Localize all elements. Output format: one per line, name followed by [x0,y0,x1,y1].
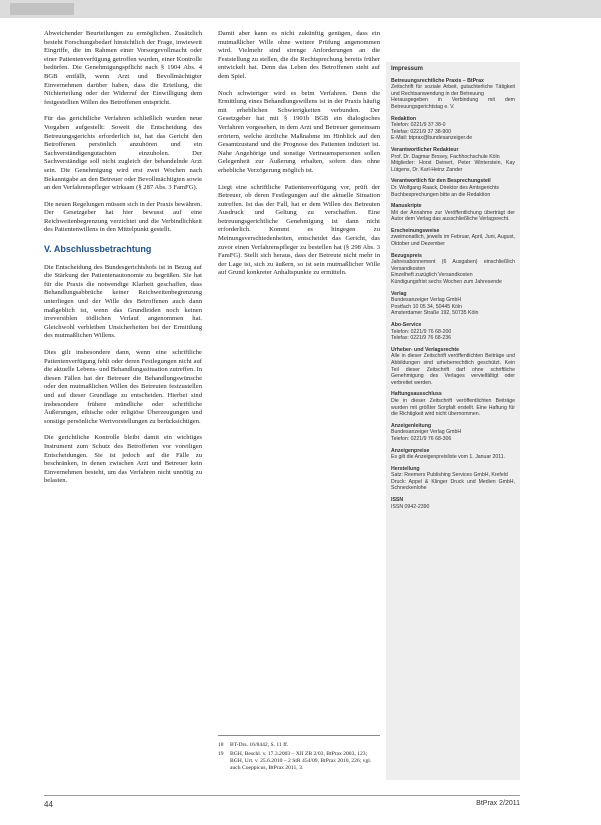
body-paragraph: Für das gerichtliche Verfahren schließlich wurden neue Vorgaben aufgestellt: Soweit die Entscheidung des Betreuungsgerichts erforderlich ist, hat das Gericht den Betroffenen persönlich anzuhören und ein Sachverständigengutachten einzuholen. Der Sachverständige soll nicht zugleich der behandelnde Arzt sein. Die Genehmigung wird erst zwei Wochen nach Bekanntgabe an den Betreuer oder Bevollmächtigten sowie an den Verfahrenspfleger wirksam (§ 287 Abs. 3 FamFG). [44,115,202,192]
footnote-text: BT-Drs. 16/8442, S. 11 ff. [230,742,289,748]
body-paragraph: Die gerichtliche Kontrolle bleibt damit ein wichtiges Instrument zum Schutz des Betroffenen vor voreiligen Entscheidungen. Sie ist jedoch auf die Fälle zu beschränken, in denen zwischen Arzt und Betreuer kein Einvernehmen besteht, um das Verfahren nicht unnötig zu belasten. [44,434,202,485]
footnote-number: 18 [218,742,224,748]
imprint-group [391,291,515,317]
imprint-line: Prof. Dr. Dagmar Brosey, Fachhochschule Köln [391,153,500,160]
imprint-line: zweimonatlich, jeweils im Februar, April, Juni, August, Oktober und Dezember [391,234,515,248]
imprint-line: Druck: Appel & Klinger Druck und Medien GmbH, Schneckenlohe [391,478,515,492]
imprint-heading: Abo-Service [391,322,422,328]
imprint-heading: Herstellung [391,465,420,472]
imprint-group [391,423,515,443]
imprint-line: Postfach 10 05 34, 50445 Köln [391,303,462,310]
body-paragraph: Abweichender Beurteilungen zu ermöglichen. Zusätzlich besteht Forschungsbedarf hinsichtlich der Frage, inwieweit Eingriffe, die im Rahmen einer Vorsorgevollmacht oder einer Patientenverfügung getroffen wurden, einer Kontrolle bedürfen. Die Genehmigungspflicht nach § 1904 Abs. 4 BGB entfällt, wenn Arzt und Bevollmächtigter Einvernehmen darüber haben, dass die Erteilung, die Nichterteilung oder der Widerruf der Einwilligung dem festgestellten Willen des Betroffenen entspricht. [44,30,202,106]
imprint-line: Dr. Wolfgang Raack, Direktor des Amtsgerichts [391,184,500,191]
body-paragraph: Dies gilt insbesondere dann, wenn eine schriftliche Patientenverfügung fehlt oder deren Festlegungen nicht auf die aktuelle Lebens- und Behandlungssituation zutreffen. In diesen Fällen hat der Betreuer die Behandlungswünsche oder den mutmaßlichen Willen des Betreuten festzustellen und auf dieser Grundlage zu entscheiden. Hierbei sind insbesondere frühere mündliche oder schriftliche Äußerungen, ethische oder religiöse Überzeugungen und sonstige persönliche Wertvorstellungen zu berücksichtigen. [44,349,202,425]
imprint-line: Telefon: 0221/9 76 68-200 [391,328,452,335]
body-paragraph: Liegt eine schriftliche Patientenverfügung vor, prüft der Betreuer, ob deren Festlegungen auf die aktuelle Situation zutreffen. Ist das der Fall, hat er dem Willen des Betreuten Ausdruck und Geltung zu verschaffen. Eine betreuungsgerichtliche Genehmigung ist dann nicht erforderlich. Kommt es hingegen zu Meinungsverschiedenheiten, entscheidet das Gericht, das zuvor einen Verfahrenspfleger zu bestellen hat (§ 298 Abs. 3 FamFG). Stellt sich heraus, dass der Betreute nicht mehr in der Lage ist, sich zu äußern, so ist sein mutmaßlicher Wille auf Grund konkreter Anhaltspunkte zu ermitteln. [218,183,380,277]
footnote-text: BGH, Beschl. v. 17.3.2003 – XII ZB 2/03, BtPrax 2003, 123; BGH, Urt. v. 25.6.2010 – 2 StR 454/09, BtPrax 2010, 226; vgl. auch Coeppicus, BtPrax 2011, 3. [230,751,372,771]
section-heading: V. Abschlussbetrachtung [44,244,152,255]
footnotes [218,735,380,774]
imprint-line: Bundesanzeiger Verlag GmbH [391,297,462,304]
body-paragraph: Damit aber kann es nicht zukünftig genügen, dass ein mutmaßlicher Wille ohne weitere Prüfung angenommen wird. Vielmehr sind strenge Anforderungen an die Feststellung zu stellen, die die Rechtsprechung bereits früher entwickelt hat. Denn das Leben des Betroffenen steht auf dem Spiel. [218,30,380,80]
imprint-heading: Erscheinungsweise [391,227,440,234]
body-paragraph: Die Entscheidung des Bundesgerichtshofs ist in Bezug auf die Stärkung der Patientenautonomie zu begrüßen. Sie hat für die Praxis die notwendige Klarheit geschaffen, dass Behandlungsabbrüche keiner Reichweitenbegrenzung unterliegen und der Wille des Betroffenen auch dann maßgeblich ist, wenn das Grundleiden noch keinen irreversiblen tödlichen Verlauf angenommen hat. Gleichwohl verbleiben Unsicherheiten bei der Ermittlung des mutmaßlichen Willens. [44,263,202,340]
imprint-line: E-Mail: btprax@bundesanzeiger.de [391,135,473,142]
imprint-group [391,347,515,387]
imprint-group [391,466,515,492]
imprint-line: ISSN 0942-2390 [391,503,430,510]
body-paragraph: Noch schwieriger wird es beim Verfahren. Denn die Ermittlung eines Behandlungswillens ist in der Praxis häufig mit erheblichen Schwierigkeiten verbunden. Der Gesetzgeber hat mit § 1901b BGB ein dialogisches Verfahren vorgesehen, in dem Arzt und Betreuer gemeinsam erörtern, welche ärztliche Maßnahme im Hinblick auf den Gesamtzustand und die Prognose des Patienten indiziert ist. Nahe Angehörige und sonstige Vertrauenspersonen sollen Gelegenheit zur Äußerung erhalten, sofern dies ohne erhebliche Verzögerung möglich ist. [218,89,380,174]
imprint-line: Jahresabonnement (6 Ausgaben) einschließlich Versandkosten [391,259,515,272]
imprint-line: Kündigungsfrist sechs Wochen zum Jahresende [391,279,502,286]
imprint-heading: Anzeigenleitung [391,422,432,429]
imprint-line: Amsterdamer Straße 192, 50735 Köln [391,310,479,317]
section-tab [10,3,74,15]
imprint-group [391,322,515,342]
imprint-line: Alle in dieser Zeitschrift veröffentlichten Beiträge und Abbildungen sind urheberrechtlich geschützt. Kein Teil dieser Zeitschrift darf ohne schriftliche Genehmigung des Verlages vervielfältigt oder verbreitet werden. [391,353,515,386]
footnote [218,751,380,772]
running-header-bar [0,0,601,18]
imprint-heading: Verlag [391,290,407,297]
imprint-title: Impressum [391,66,424,72]
footnote [218,742,380,749]
imprint-group [391,78,515,111]
body-paragraph: Die neuen Regelungen müssen sich in der Praxis bewähren. Der Gesetzgeber hat hier bewusst auf eine Reichweitenbegrenzung verzichtet und die Verbindlichkeit des Patientenwillens in den Mittelpunkt gestellt. [44,200,202,234]
imprint-line: Telefon: 0221/9 76 68-306 [391,435,452,442]
imprint-line: Herausgegeben in Verbindung mit dem Betreuungsgerichtstag e. V. [391,97,515,110]
imprint-line: Telefax: 0221/9 76 68-236 [391,335,451,342]
imprint-line: Es gilt die Anzeigenpreisliste vom 1. Januar 2011. [391,454,506,461]
imprint-group [391,116,515,142]
imprint-group [391,147,515,173]
issue-label: BtPrax 2/2011 [476,800,520,807]
footnote-number: 19 [218,751,224,757]
imprint-line: Zeitschrift für soziale Arbeit, gutachterliche Tätigkeit und Rechtsanwendung in der Betreuung [391,84,515,97]
imprint-line: Telefax: 0221/9 37 38-900 [391,128,451,135]
imprint-group [391,253,515,286]
imprint-heading: Manuskripte [391,203,422,210]
page-number: 44 [44,800,53,809]
imprint-line: Telefon: 0221/9 37 38-0 [391,122,446,129]
imprint-group [391,228,515,248]
imprint-heading: Verantwortlicher Redakteur [391,146,459,153]
imprint-group [391,178,515,198]
imprint-heading: Haftungsausschluss [391,391,442,398]
imprint-heading: Anzeigenpreise [391,447,430,454]
imprint-heading: ISSN [391,497,404,504]
imprint-heading: Redaktion [391,115,417,122]
imprint-line: Mit der Annahme zur Veröffentlichung überträgt der Autor dem Verlag das ausschließliche Verlagsrecht. [391,209,515,223]
imprint-group [391,391,515,417]
imprint-heading: Urheber- und Verlagsrechte [391,346,460,353]
imprint-line: Die in dieser Zeitschrift veröffentlichten Beiträge wurden mit größter Sorgfalt erstellt. Eine Haftung für die Richtigkeit wird nicht übernommen. [391,397,515,418]
imprint-line: Satz: Reemers Publishing Services GmbH, Krefeld [391,472,508,479]
imprint-groups [391,78,515,511]
imprint-group [391,203,515,223]
left-column [44,30,202,494]
middle-column [218,30,380,286]
imprint-heading: Bezugspreis [391,252,422,259]
imprint-line: Einzelheft zuzüglich Versandkosten [391,272,473,279]
imprint-line: Bundesanzeiger Verlag GmbH [391,429,462,436]
imprint-line: Buchbesprechungen bitte an die Redaktion [391,191,491,198]
imprint-group [391,448,515,461]
imprint-heading: Betreuungsrechtliche Praxis – BtPrax [391,77,484,84]
imprint-group [391,497,515,510]
imprint-box [386,62,520,780]
footer-rule [44,795,520,796]
imprint-line: Mitglieder: Horst Deinert, Peter Winterstein, Kay Lütgens, Dr. Karl-Heinz Zander [391,160,515,173]
imprint-heading: Verantwortlich für den Besprechungsteil [391,178,491,185]
